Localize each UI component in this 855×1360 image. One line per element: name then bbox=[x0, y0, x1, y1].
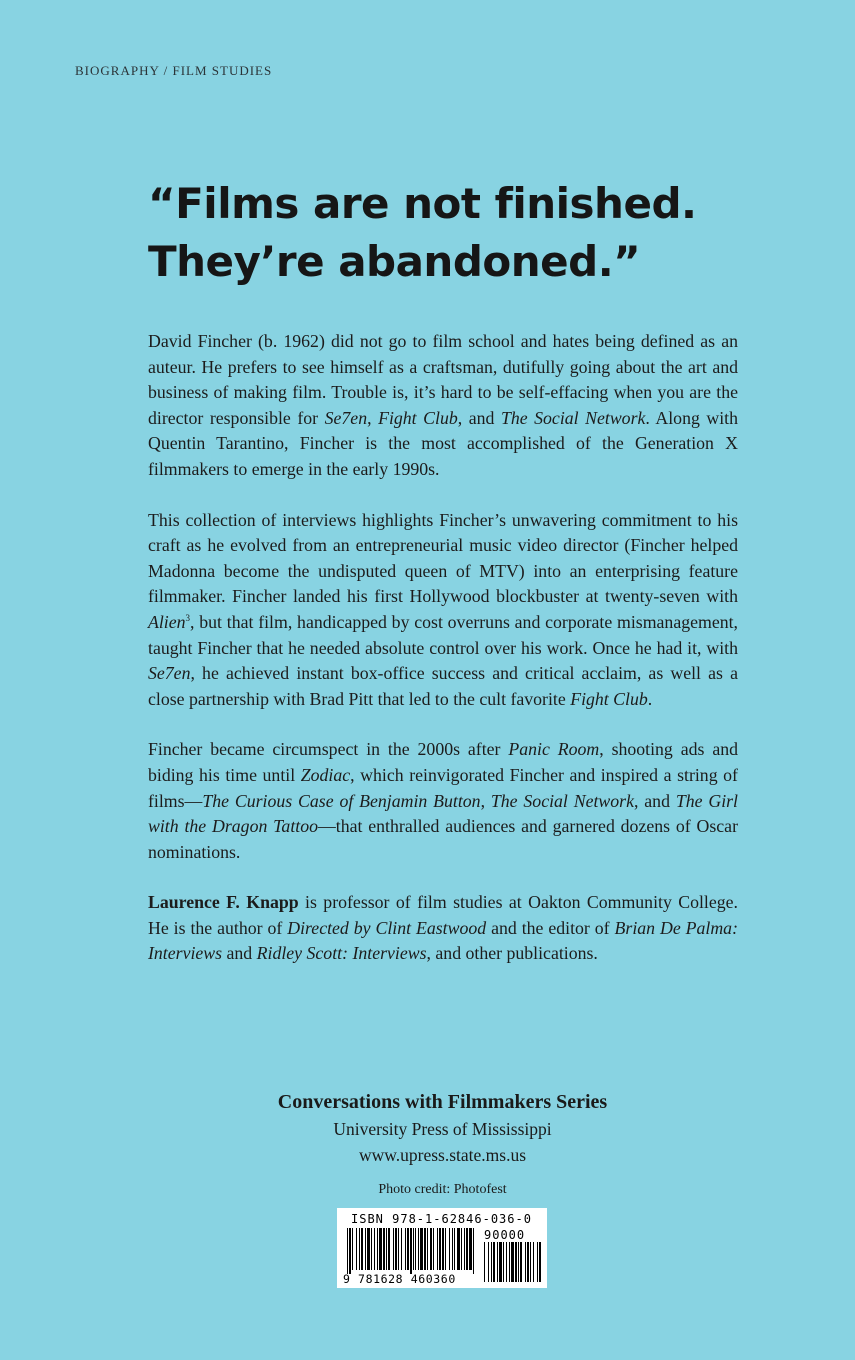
author-bio: Laurence F. Knapp is professor of film studies at Oakton Community College. He is the author of Directed by Clint Eastwood and the editor of Brian De Palma: Interviews and Ridley Scott: Interviews, and other publications. bbox=[148, 892, 738, 964]
body-text bbox=[148, 329, 738, 967]
series-block bbox=[0, 1088, 855, 1168]
isbn-barcode bbox=[337, 1208, 547, 1288]
pull-quote bbox=[148, 175, 788, 291]
pull-quote-line-1: “Films are not finished. bbox=[148, 179, 697, 228]
publisher-name: University Press of Mississippi bbox=[333, 1119, 552, 1139]
pull-quote-line-2: They’re abandoned.” bbox=[148, 237, 641, 286]
series-title: Conversations with Filmmakers Series bbox=[277, 1091, 608, 1113]
isbn-number: ISBN 978-1-62846-036-0 bbox=[351, 1212, 532, 1226]
photo-credit: Photo credit: Photofest bbox=[378, 1182, 507, 1197]
paragraph-career: This collection of interviews highlights Fincher’s unwavering commitment to his craft as he evolved from an entrepreneurial music video director (Fincher helped Madonna become the undisputed queen of MTV) into an enterprising feature filmmaker. Fincher landed his first Hollywood blockbuster at twenty-seven with Alien$^3$, but that film, handicapped by cost overruns and corporate mismanagement, taught Fincher that he needed absolute control over his work. Once he had it, with Se7en, he achieved instant box-office success and critical acclaim, as well as a close partnership with Brad Pitt that led to the cult favorite Fight Club. bbox=[148, 509, 738, 709]
paragraph-intro: David Fincher (b. 1962) did not go to film school and hates being defined as an auteur. He prefers to see himself as a craftsman, dutifully going about the art and business of making film. Trouble is, it’s hard to be self-effacing when you are the director responsible for Se7en, Fight Club, and The Social Network. Along with Quentin Tarantino, Fincher is the most accomplished of the Generation X filmmakers to emerge in the early 1990s. bbox=[148, 331, 738, 479]
price-addon-number: 90000 bbox=[484, 1228, 526, 1242]
ean-number: 9 781628 460360 bbox=[343, 1272, 456, 1286]
category-label: BIOGRAPHY / FILM STUDIES bbox=[75, 63, 273, 78]
paragraph-later-films: Fincher became circumspect in the 2000s after Panic Room, shooting ads and biding his time until Zodiac, which reinvigorated Fincher and inspired a string of films—The Curious Case of Benjamin Button, The Social Network, and The Girl with the Dragon Tattoo—that enthralled audiences and garnered dozens of Oscar nominations. bbox=[148, 739, 738, 862]
publisher-url: www.upress.state.ms.us bbox=[358, 1145, 527, 1165]
